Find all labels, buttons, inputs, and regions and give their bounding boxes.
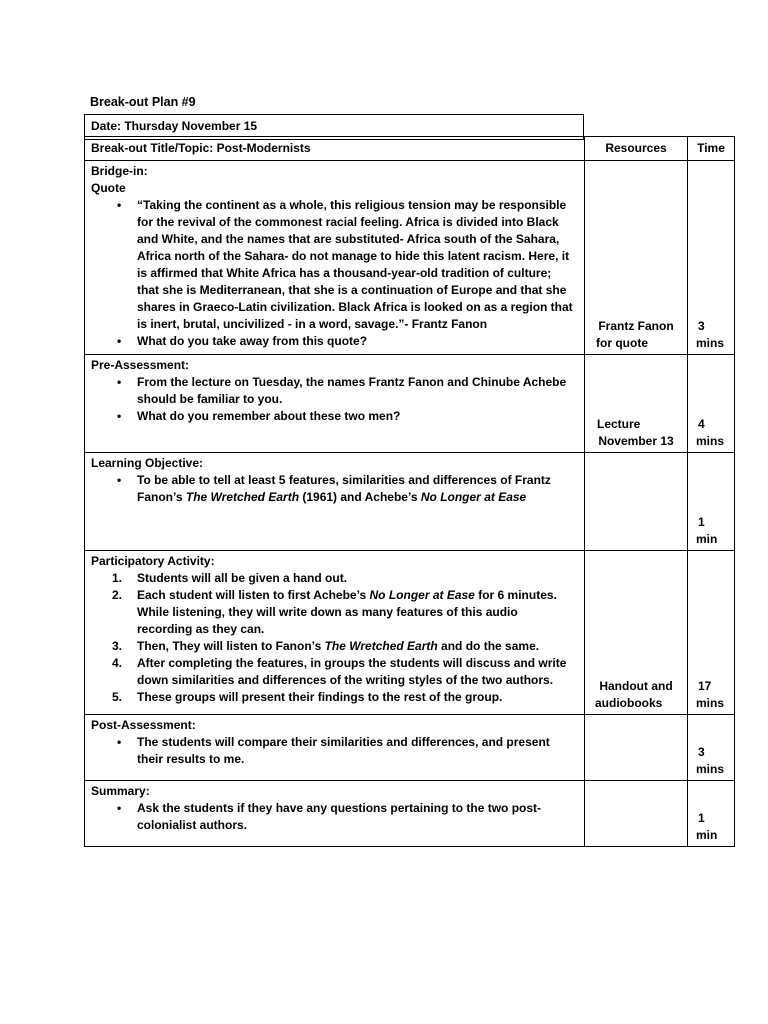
activity-step: [112, 689, 576, 706]
objective-book-title: No Longer at Ease: [420, 490, 527, 504]
pre-assessment-item: • What do you remember about these two men?: [137, 408, 576, 425]
participatory-activity-resource: [585, 551, 688, 715]
pre-assessment-time-number: 4: [698, 417, 705, 431]
participatory-activity-row: [85, 551, 735, 715]
post-assessment-resource: [585, 715, 688, 781]
learning-objective-time-unit: min: [696, 532, 718, 546]
step-text: and do the same.: [437, 639, 540, 653]
activity-resource-line2: audiobooks: [595, 696, 663, 710]
pre-assessment-row: [85, 355, 735, 453]
step-text: Then, They will listen to Fanon’s: [137, 639, 325, 653]
pre-assessment-time: [688, 355, 735, 453]
quote-text: • “Taking the continent as a whole, this religious tension may be responsible for the revival of the commonest racial feeling. Africa is divided into Black and White, and the names that are substituted- Africa south of the Sahara, Africa north of the Sahara- do not manage to hide this latent racism. Here, it is affirmed that White Africa has a thousand-year-old tradition of culture; that she is Mediterranean, that she is a continuation of Europe and that she shares in Graeco-Latin civilization. Black Africa is looked on as a region that is inert, brutal, uncivilized - in a word, savage.”- Frantz Fanon: [137, 197, 576, 333]
participatory-activity-heading: Participatory Activity:: [91, 554, 215, 568]
pre-assessment-cell: [85, 355, 585, 453]
step-number: 3.: [112, 639, 123, 653]
summary-time-number: 1: [698, 811, 705, 825]
pre-assessment-resource: [585, 355, 688, 453]
activity-step: [112, 655, 576, 689]
objective-book-title: The Wretched Earth: [185, 490, 300, 504]
learning-objective-row: [85, 453, 735, 551]
pre-assessment-time-unit: mins: [696, 434, 725, 448]
post-assessment-time-number: 3: [698, 745, 705, 759]
bridge-in-list: [91, 197, 576, 350]
lesson-plan-table: [84, 136, 735, 847]
learning-objective-list: [91, 472, 576, 506]
pre-assessment-resource-line1: Lecture: [597, 417, 641, 431]
post-assessment-time-unit: mins: [696, 762, 725, 776]
activity-step: [112, 587, 576, 638]
resources-header: Resources: [585, 137, 688, 161]
post-assessment-heading: Post-Assessment:: [91, 718, 196, 732]
pre-assessment-item: • From the lecture on Tuesday, the names Frantz Fanon and Chinube Achebe should be familiar to you.: [137, 374, 576, 408]
post-assessment-cell: [85, 715, 585, 781]
bridge-in-heading: Bridge-in:: [91, 164, 148, 178]
bridge-in-resource: [585, 161, 688, 355]
bridge-in-time-number: 3: [698, 319, 705, 333]
summary-item: • Ask the students if they have any questions pertaining to the two post-colonialist authors.: [137, 800, 576, 834]
bridge-in-row: [85, 161, 735, 355]
post-assessment-time: [688, 715, 735, 781]
summary-resource: [585, 781, 688, 847]
summary-heading: Summary:: [91, 784, 150, 798]
step-number: 5.: [112, 690, 123, 704]
step-text: Students will all be given a hand out.: [137, 571, 348, 585]
activity-steps: [91, 570, 576, 706]
activity-time-unit: mins: [696, 696, 725, 710]
time-header: Time: [688, 137, 735, 161]
objective-text-b: (1961) and Achebe’s: [299, 490, 421, 504]
summary-time: [688, 781, 735, 847]
quote-label: Quote: [91, 181, 126, 195]
step-number: 1.: [112, 571, 123, 585]
summary-cell: [85, 781, 585, 847]
step-text: After completing the features, in groups the students will discuss and write down similarities and differences of the writing styles of the two authors.: [137, 656, 567, 687]
step-text: These groups will present their findings to the rest of the group.: [137, 690, 503, 704]
learning-objective-resource: [585, 453, 688, 551]
plan-title: Break-out Plan #9: [90, 95, 196, 109]
pre-assessment-list: [91, 374, 576, 425]
summary-time-unit: min: [696, 828, 718, 842]
participatory-activity-time: [688, 551, 735, 715]
pre-assessment-resource-line2: November 13: [598, 434, 674, 448]
date-cell: Date: Thursday November 15: [85, 115, 584, 140]
activity-time-number: 17: [698, 679, 712, 693]
learning-objective-time: [688, 453, 735, 551]
post-assessment-list: [91, 734, 576, 768]
step-number: 4.: [112, 656, 123, 670]
topic-header: Break-out Title/Topic: Post-Modernists: [85, 137, 585, 161]
header-row: [85, 137, 735, 161]
step-text: for 6 minutes. While listening, they will write down as many features of this audio recording as they can.: [137, 588, 557, 636]
learning-objective-item: [137, 472, 576, 506]
learning-objective-heading: Learning Objective:: [91, 456, 204, 470]
learning-objective-cell: [85, 453, 585, 551]
step-book-title: No Longer at Ease: [369, 588, 475, 602]
objective-text-a: To be able to tell at least 5 features, similarities and differences of Frantz Fanon’s: [137, 473, 551, 504]
summary-list: [91, 800, 576, 834]
activity-step: [112, 570, 576, 587]
bridge-in-time: [688, 161, 735, 355]
summary-row: [85, 781, 735, 847]
quote-question: • What do you take away from this quote?: [137, 333, 576, 350]
step-text: Each student will listen to first Achebe’s: [137, 588, 370, 602]
step-book-title: The Wretched Earth: [324, 639, 438, 653]
bridge-in-time-unit: mins: [696, 336, 725, 350]
activity-step: [112, 638, 576, 655]
participatory-activity-cell: [85, 551, 585, 715]
post-assessment-item: • The students will compare their similarities and differences, and present their results to me.: [137, 734, 576, 768]
bridge-in-resource-line2: for quote: [596, 336, 648, 350]
step-number: 2.: [112, 588, 123, 602]
pre-assessment-heading: Pre-Assessment:: [91, 358, 190, 372]
bridge-in-cell: [85, 161, 585, 355]
learning-objective-time-number: 1: [698, 515, 705, 529]
bridge-in-resource-line1: Frantz Fanon: [598, 319, 674, 333]
post-assessment-row: [85, 715, 735, 781]
activity-resource-line1: Handout and: [599, 679, 673, 693]
